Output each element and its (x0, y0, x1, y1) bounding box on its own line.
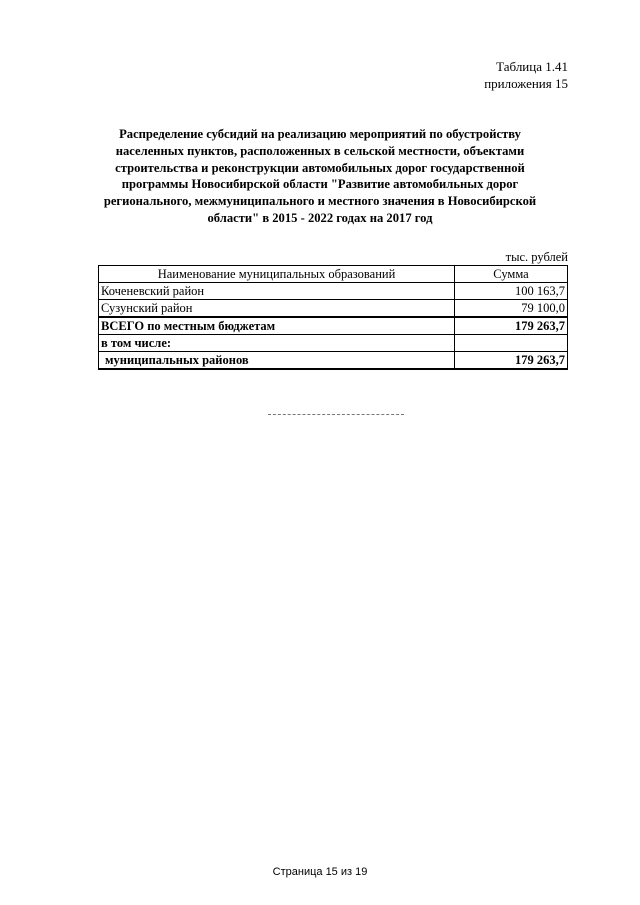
table-header-row (99, 266, 568, 283)
municipality-name: Сузунский район (99, 300, 455, 318)
total-row (99, 317, 568, 335)
municipal-districts-row (99, 352, 568, 370)
including-amount (455, 335, 568, 352)
total-amount: 179 263,7 (455, 317, 568, 335)
including-label: в том числе: (99, 335, 455, 352)
table-number: Таблица 1.41 (496, 59, 568, 74)
amount-cell: 79 100,0 (455, 300, 568, 318)
municipal-districts-amount: 179 263,7 (455, 352, 568, 370)
total-label: ВСЕГО по местным бюджетам (99, 317, 455, 335)
municipality-name: Коченевский район (99, 283, 455, 300)
municipal-districts-label: муниципальных районов (99, 352, 455, 370)
separator-line (268, 414, 404, 415)
units-label: тыс. рублей (505, 250, 568, 264)
appendix-label: приложения 15 (484, 76, 568, 91)
amount-cell: 100 163,7 (455, 283, 568, 300)
document-title: Распределение субсидий на реализацию мероприятий по обустройству населенных пунктов, расположенных в сельской местности, объектами строительства и реконструкции автомобильных дорог государственной программы Новосибирской области "Развитие автомобильных дорог регионального, межмуниципального и местного значения в Новосибирской области" в 2015 - 2022 годах на 2017 год (103, 127, 537, 225)
including-row (99, 335, 568, 352)
column-header-name: Наименование муниципальных образований (99, 266, 455, 283)
table-row (99, 300, 568, 318)
page-number-footer: Страница 15 из 19 (272, 866, 368, 878)
subsidy-table (98, 265, 568, 370)
table-reference (484, 58, 568, 92)
column-header-amount: Сумма (455, 266, 568, 283)
table-row (99, 283, 568, 300)
